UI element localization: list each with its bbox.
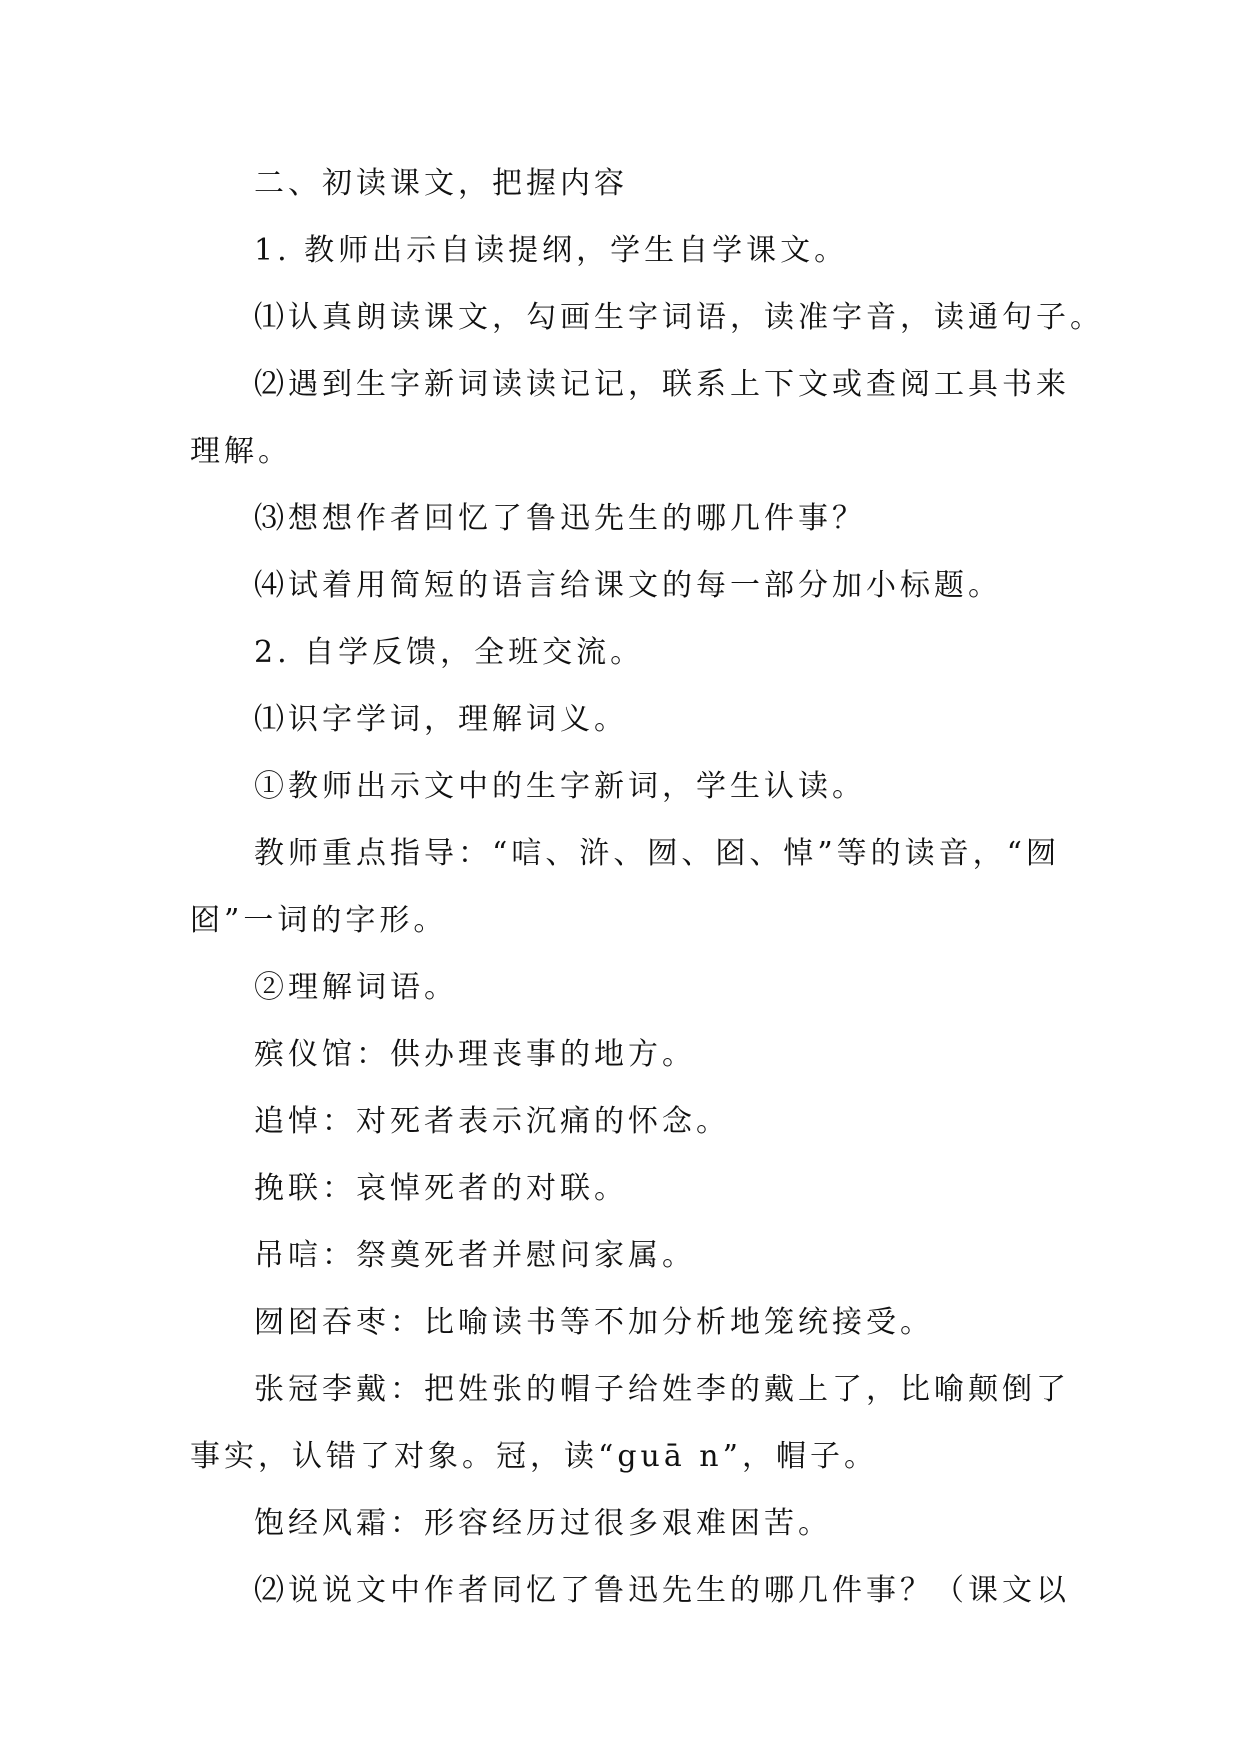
paragraph-line: ⑷试着用简短的语言给课文的每一部分加小标题。 [254,568,1002,603]
vocab-definition: 吊唁：祭奠死者并慰问家属。 [254,1238,696,1273]
section-heading: 二、初读课文，把握内容 [254,166,628,201]
vocab-definition: 囫囵吞枣：比喻读书等不加分析地笼统接受。 [254,1305,934,1340]
vocab-definition: 事实，认错了对象。冠，读“guā n”，帽子。 [190,1439,878,1474]
vocab-definition: 张冠李戴：把姓张的帽子给姓李的戴上了，比喻颠倒了 [254,1372,1070,1407]
paragraph-line: 教师重点指导：“唁、浒、囫、囵、悼”等的读音，“囫 [254,836,1061,871]
paragraph-line: ⑵遇到生字新词读读记记，联系上下文或查阅工具书来 [254,367,1070,402]
paragraph-line: ⑴认真朗读课文，勾画生字词语，读准字音，读通句子。 [254,300,1104,335]
paragraph-line: ⑴识字学词，理解词义。 [254,702,628,737]
vocab-definition: 饱经风霜：形容经历过很多艰难困苦。 [254,1506,832,1541]
paragraph-line: 囵”一词的字形。 [190,903,448,938]
paragraph-line: ⑵说说文中作者同忆了鲁迅先生的哪几件事？（课文以 [254,1573,1070,1608]
paragraph-line: 2. 自学反馈，全班交流。 [254,635,645,670]
vocab-definition: 挽联：哀悼死者的对联。 [254,1171,628,1206]
paragraph-line: ②理解词语。 [254,970,458,1005]
paragraph-line: 理解。 [190,434,292,469]
paragraph-line: ①教师出示文中的生字新词，学生认读。 [254,769,866,804]
paragraph-line: ⑶想想作者回忆了鲁迅先生的哪几件事？ [254,501,866,536]
vocab-definition: 追悼：对死者表示沉痛的怀念。 [254,1104,730,1139]
vocab-definition: 殡仪馆：供办理丧事的地方。 [254,1037,696,1072]
paragraph-line: 1. 教师出示自读提纲，学生自学课文。 [254,233,849,268]
document-body [190,150,1104,1624]
